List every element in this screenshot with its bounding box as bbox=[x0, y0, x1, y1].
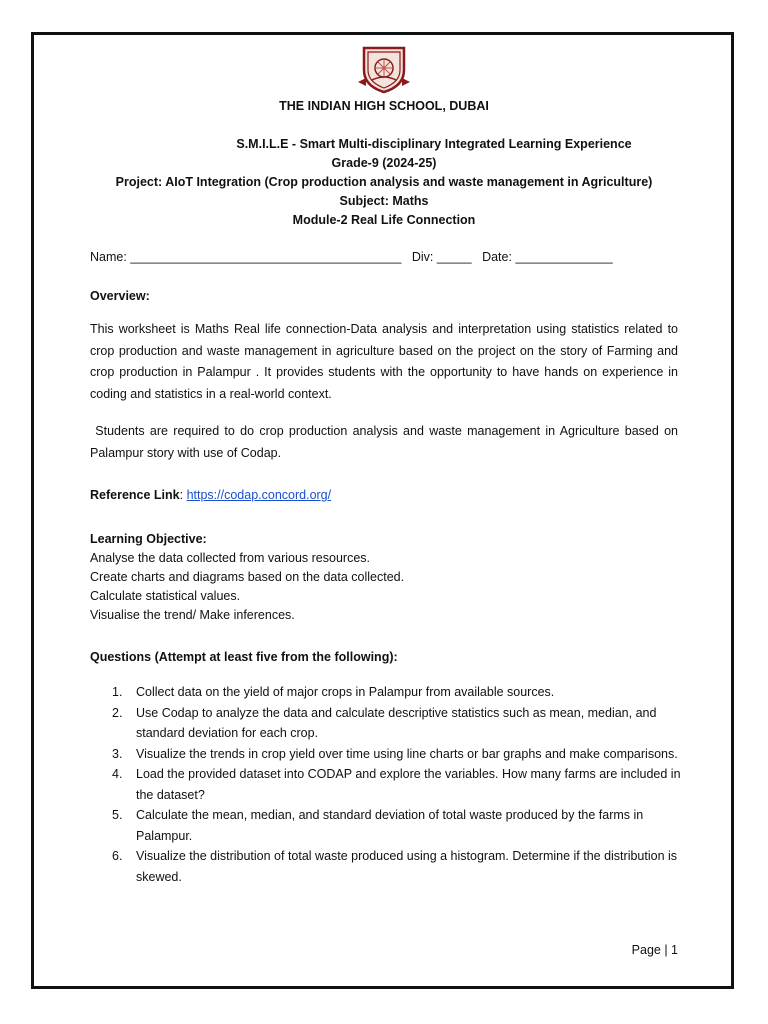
school-name: THE INDIAN HIGH SCHOOL, DUBAI bbox=[279, 99, 489, 113]
reference-row bbox=[90, 485, 678, 507]
date-blank[interactable]: ______________ bbox=[515, 250, 613, 264]
questions-list bbox=[112, 682, 682, 887]
list-item: Analyse the data collected from various resources. bbox=[90, 551, 370, 565]
page-number: Page | 1 bbox=[631, 943, 678, 957]
overview-heading: Overview: bbox=[90, 289, 150, 303]
question-number: 5. bbox=[112, 808, 123, 822]
reference-link[interactable]: https://codap.concord.org/ bbox=[186, 488, 332, 502]
name-label: Name: bbox=[90, 250, 127, 264]
question-number: 6. bbox=[112, 849, 123, 863]
list-item bbox=[112, 846, 682, 887]
overview-paragraph-2: Students are required to do crop production analysis and waste management in Agriculture based on Palampur story with use of Codap. bbox=[90, 424, 682, 460]
student-info-row bbox=[90, 250, 613, 264]
div-blank[interactable]: _____ bbox=[436, 250, 472, 264]
reference-label: Reference Link bbox=[90, 488, 180, 502]
question-text: Visualize the trends in crop yield over time using line charts or bar graphs and make comparisons. bbox=[136, 746, 678, 761]
grade-line: Grade-9 (2024-25) bbox=[331, 156, 437, 170]
questions-heading: Questions (Attempt at least five from the following): bbox=[90, 650, 398, 664]
school-crest-icon bbox=[356, 44, 412, 94]
date-label: Date: bbox=[482, 250, 512, 264]
project-title: Project: AIoT Integration (Crop production analysis and waste management in Agriculture) bbox=[115, 175, 653, 189]
question-text: Collect data on the yield of major crops in Palampur from available sources. bbox=[136, 685, 555, 699]
name-blank[interactable]: _______________________________________ bbox=[130, 250, 402, 264]
list-item bbox=[112, 744, 682, 765]
question-number: 3. bbox=[112, 746, 123, 761]
list-item: Create charts and diagrams based on the data collected. bbox=[90, 570, 405, 584]
list-item bbox=[112, 764, 682, 805]
program-title: S.M.I.L.E - Smart Multi-disciplinary Integrated Learning Experience bbox=[236, 137, 632, 151]
module-line: Module-2 Real Life Connection bbox=[292, 213, 476, 227]
learning-objective-heading: Learning Objective: bbox=[90, 532, 207, 546]
question-number: 1. bbox=[112, 685, 123, 699]
reference-separator: : bbox=[179, 488, 187, 502]
question-text: Use Codap to analyze the data and calculate descriptive statistics such as mean, median, and standard deviation for each crop. bbox=[136, 705, 657, 740]
question-text: Calculate the mean, median, and standard deviation of total waste produced by the farms in Palampur. bbox=[136, 808, 644, 843]
div-label: Div: bbox=[411, 250, 434, 264]
list-item: Visualise the trend/ Make inferences. bbox=[90, 608, 295, 622]
question-text: Load the provided dataset into CODAP and explore the variables. How many farms are included in the dataset? bbox=[136, 767, 681, 802]
question-text: Visualize the distribution of total waste produced using a histogram. Determine if the distribution is skewed. bbox=[136, 849, 678, 884]
list-item bbox=[112, 682, 682, 703]
list-item: Calculate statistical values. bbox=[90, 589, 241, 603]
learning-objective-list bbox=[90, 549, 404, 625]
list-item bbox=[112, 805, 682, 846]
list-item bbox=[112, 703, 682, 744]
subject-line: Subject: Maths bbox=[339, 194, 429, 208]
overview-paragraph: This worksheet is Maths Real life connection-Data analysis and interpretation using statistics related to crop production and waste management in agriculture based on the project on the story of Farming and crop production in Palampur . It provides students with the opportunity to have hands on experience in coding and statistics in a real-world context. bbox=[90, 322, 678, 401]
question-number: 4. bbox=[112, 767, 123, 781]
question-number: 2. bbox=[112, 705, 123, 720]
